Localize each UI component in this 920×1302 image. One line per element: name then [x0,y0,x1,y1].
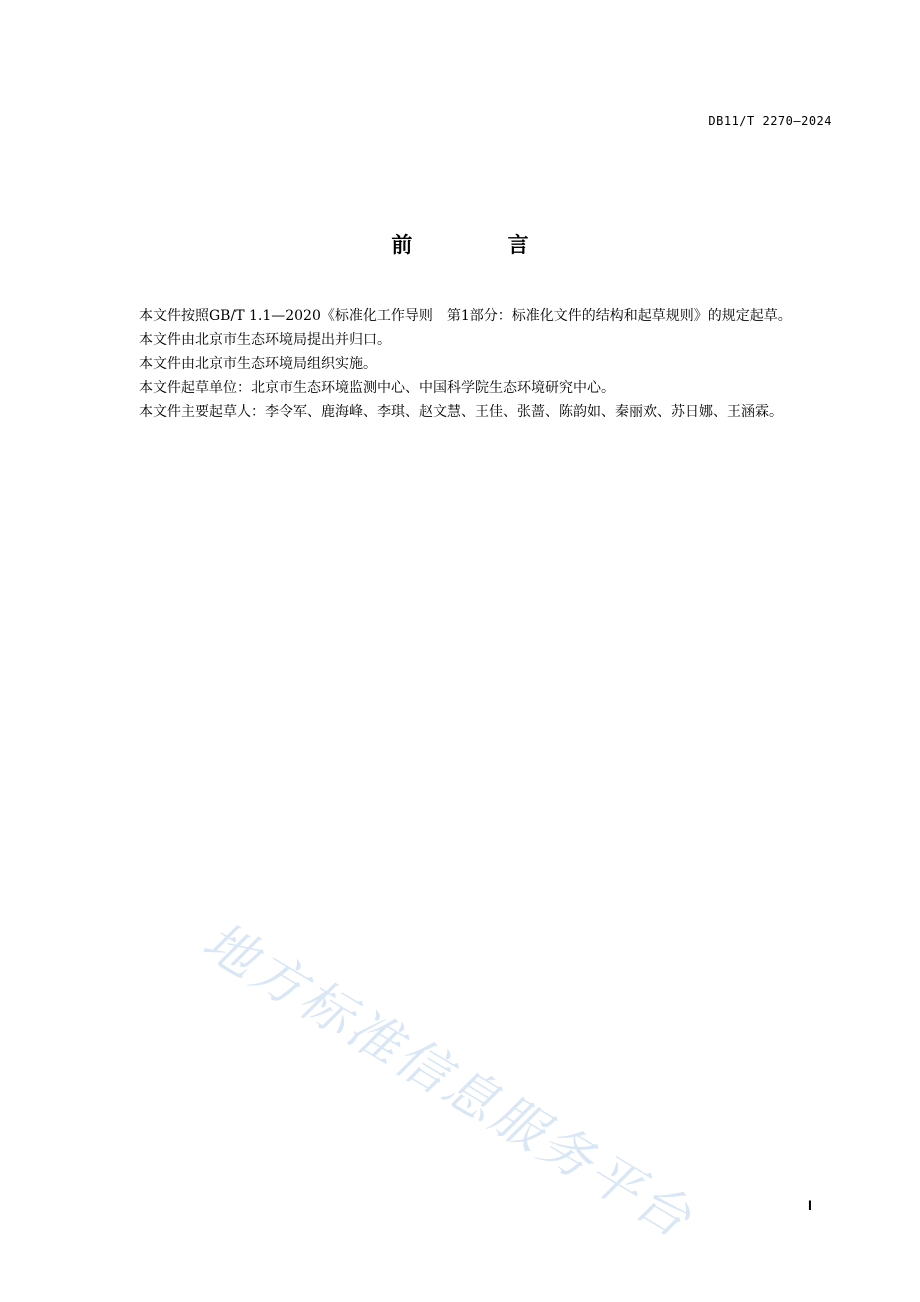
page-number: I [808,1197,812,1213]
paragraph-drafting-rules: 本文件按照GB/T 1.1—2020《标准化工作导则 第1部分：标准化文件的结构和起草规则》的规定起草。 [139,308,792,324]
paragraph-drafters: 本文件主要起草人：李令军、鹿海峰、李琪、赵文慧、王佳、张蔷、陈韵如、秦丽欢、苏日娜、王涵霖。 [139,404,783,420]
document-code: DB11/T 2270—2024 [708,114,832,128]
watermark: 地方标准信息服务平台 [192,911,704,1252]
paragraph-drafting-units: 本文件起草单位：北京市生态环境监测中心、中国科学院生态环境研究中心。 [139,380,615,396]
page-title: 前 言 [391,233,573,257]
paragraph-proposer: 本文件由北京市生态环境局提出并归口。 [139,332,391,348]
paragraph-implementer: 本文件由北京市生态环境局组织实施。 [139,356,377,372]
foreword-body [111,304,833,424]
